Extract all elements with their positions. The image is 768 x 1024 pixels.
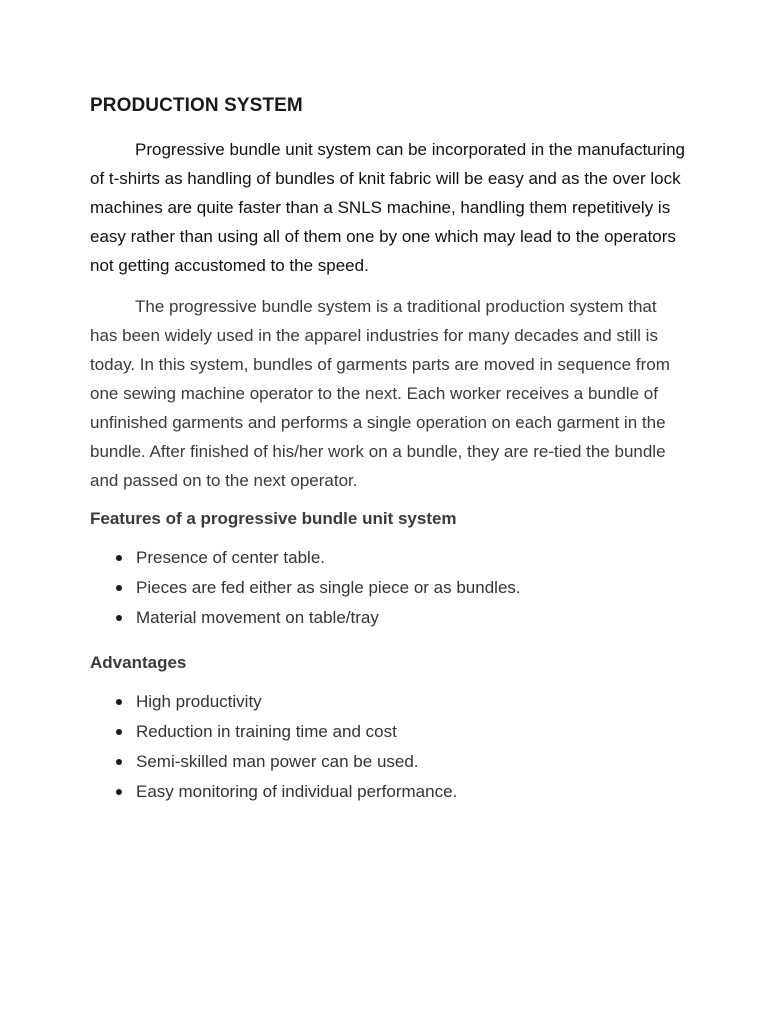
list-item	[116, 777, 688, 807]
bullet-icon	[116, 789, 122, 795]
bullet-icon	[116, 699, 122, 705]
features-heading: Features of a progressive bundle unit system	[90, 509, 457, 528]
list-item	[116, 687, 688, 717]
paragraph-description: The progressive bundle system is a traditional production system that has been widely used in the apparel industries for many decades and still is today. In this system, bundles of garments parts are moved in sequence from one sewing machine operator to the next. Each worker receives a bundle of unfinished garments and performs a single operation on each garment in the bundle. After finished of his/her work on a bundle, they are re-tied the bundle and passed on to the next operator.	[90, 297, 670, 490]
paragraph-intro: Progressive bundle unit system can be incorporated in the manufacturing of t-shirts as handling of bundles of knit fabric will be easy and as the over lock machines are quite faster than a SNLS machine, handling them repetitively is easy rather than using all of them one by one which may lead to the operators not getting accustomed to the speed.	[90, 140, 685, 275]
list-item	[116, 717, 688, 747]
list-item-text: Easy monitoring of individual performance.	[136, 782, 458, 801]
list-item-text: Reduction in training time and cost	[136, 722, 397, 741]
bullet-icon	[116, 585, 122, 591]
list-item-text: Pieces are fed either as single piece or as bundles.	[136, 578, 521, 597]
advantages-heading: Advantages	[90, 653, 187, 672]
list-item	[116, 573, 688, 603]
bullet-icon	[116, 759, 122, 765]
bullet-icon	[116, 729, 122, 735]
list-item-text: Material movement on table/tray	[136, 608, 379, 627]
page-title: PRODUCTION SYSTEM	[90, 95, 303, 116]
list-item	[116, 603, 688, 633]
features-list	[90, 543, 688, 633]
list-item	[116, 747, 688, 777]
list-item-text: Semi-skilled man power can be used.	[136, 752, 419, 771]
list-item-text: Presence of center table.	[136, 548, 326, 567]
bullet-icon	[116, 615, 122, 621]
bullet-icon	[116, 555, 122, 561]
list-item	[116, 543, 688, 573]
list-item-text: High productivity	[136, 692, 262, 711]
advantages-list	[90, 687, 688, 807]
